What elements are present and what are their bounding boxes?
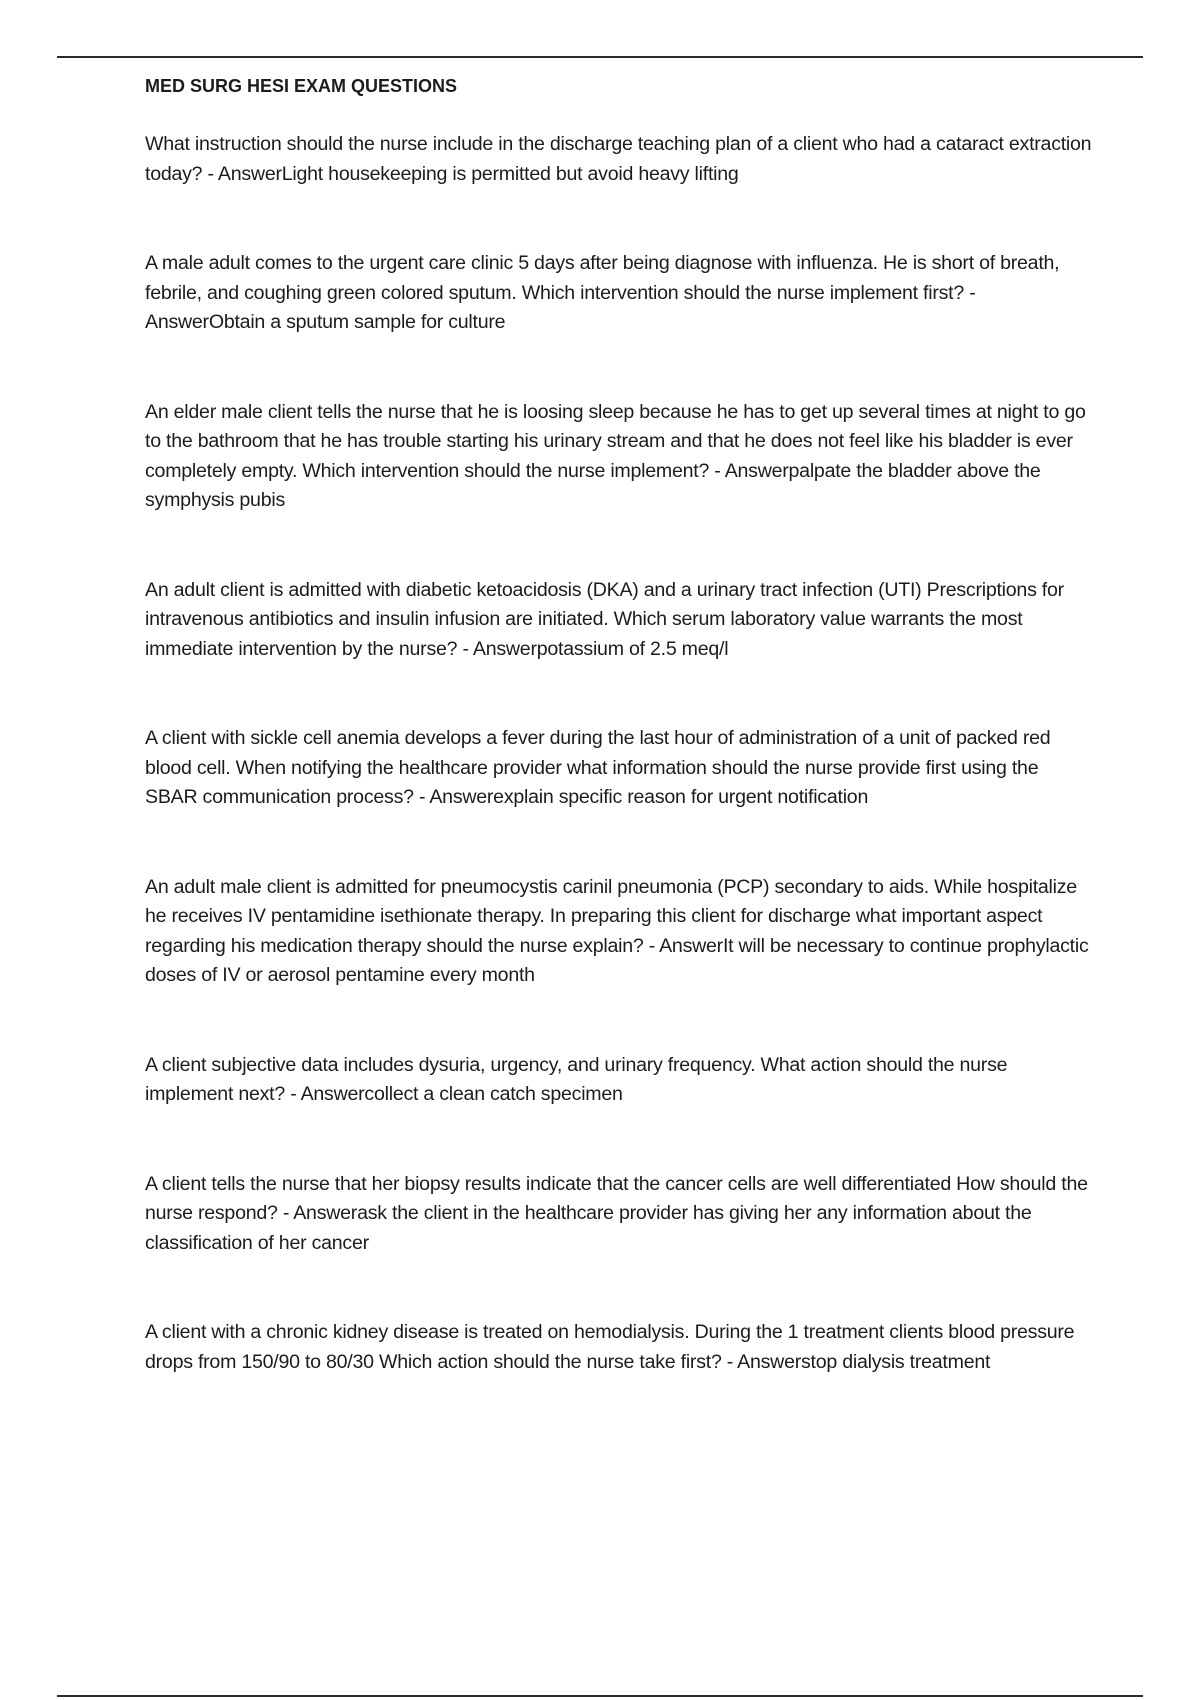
question-list <box>145 130 1095 1377</box>
question-item-2: A male adult comes to the urgent care clinic 5 days after being diagnose with influenza. He is short of breath, febrile, and coughing green colored sputum. Which intervention should the nurse implement first? - AnswerObtain a sputum sample for culture <box>145 252 1060 333</box>
question-item-1: What instruction should the nurse include in the discharge teaching plan of a client who had a cataract extraction today? - AnswerLight housekeeping is permitted but avoid heavy lifting <box>145 133 1092 185</box>
question-item-6: An adult male client is admitted for pneumocystis carinil pneumonia (PCP) secondary to aids. While hospitalize he receives IV pentamidine isethionate therapy. In preparing this client for discharge what important aspect regarding his medication therapy should the nurse explain? - AnswerIt will be necessary to continue prophylactic doses of IV or aerosol pentamine every month <box>145 875 1089 986</box>
document-title: MED SURG HESI EXAM QUESTIONS <box>145 76 458 96</box>
question-item-9: A client with a chronic kidney disease is treated on hemodialysis. During the 1 treatment clients blood pressure drops from 150/90 to 80/30 Which action should the nurse take first? - Answerstop dialysis treatment <box>145 1321 1075 1373</box>
question-item-7: A client subjective data includes dysuria, urgency, and urinary frequency. What action should the nurse implement next? - Answercollect a clean catch specimen <box>145 1053 1008 1105</box>
bottom-horizontal-rule <box>57 1695 1143 1697</box>
question-item-8: A client tells the nurse that her biopsy results indicate that the cancer cells are well differentiated How should the nurse respond? - Answerask the client in the healthcare provider has giving her any information about the classification of her cancer <box>145 1172 1088 1254</box>
question-item-5: A client with sickle cell anemia develops a fever during the last hour of administration of a unit of packed red blood cell. When notifying the healthcare provider what information should the nurse provide first using the SBAR communication process? - Answerexplain specific reason for urgent notification <box>145 727 1051 808</box>
question-item-3: An elder male client tells the nurse that he is loosing sleep because he has to get up several times at night to go to the bathroom that he has trouble starting his urinary stream and that he does not feel like his bladder is ever completely empty. Which intervention should the nurse implement? - Answerpalpate the bladder above the symphysis pubis <box>145 400 1086 511</box>
document-body <box>145 72 1095 1377</box>
top-horizontal-rule <box>57 56 1143 58</box>
question-item-4: An adult client is admitted with diabetic ketoacidosis (DKA) and a urinary tract infection (UTI) Prescriptions for intravenous antibiotics and insulin infusion are initiated. Which serum laboratory value warrants the most immediate intervention by the nurse? - Answerpotassium of 2.5 meq/l <box>145 578 1064 660</box>
